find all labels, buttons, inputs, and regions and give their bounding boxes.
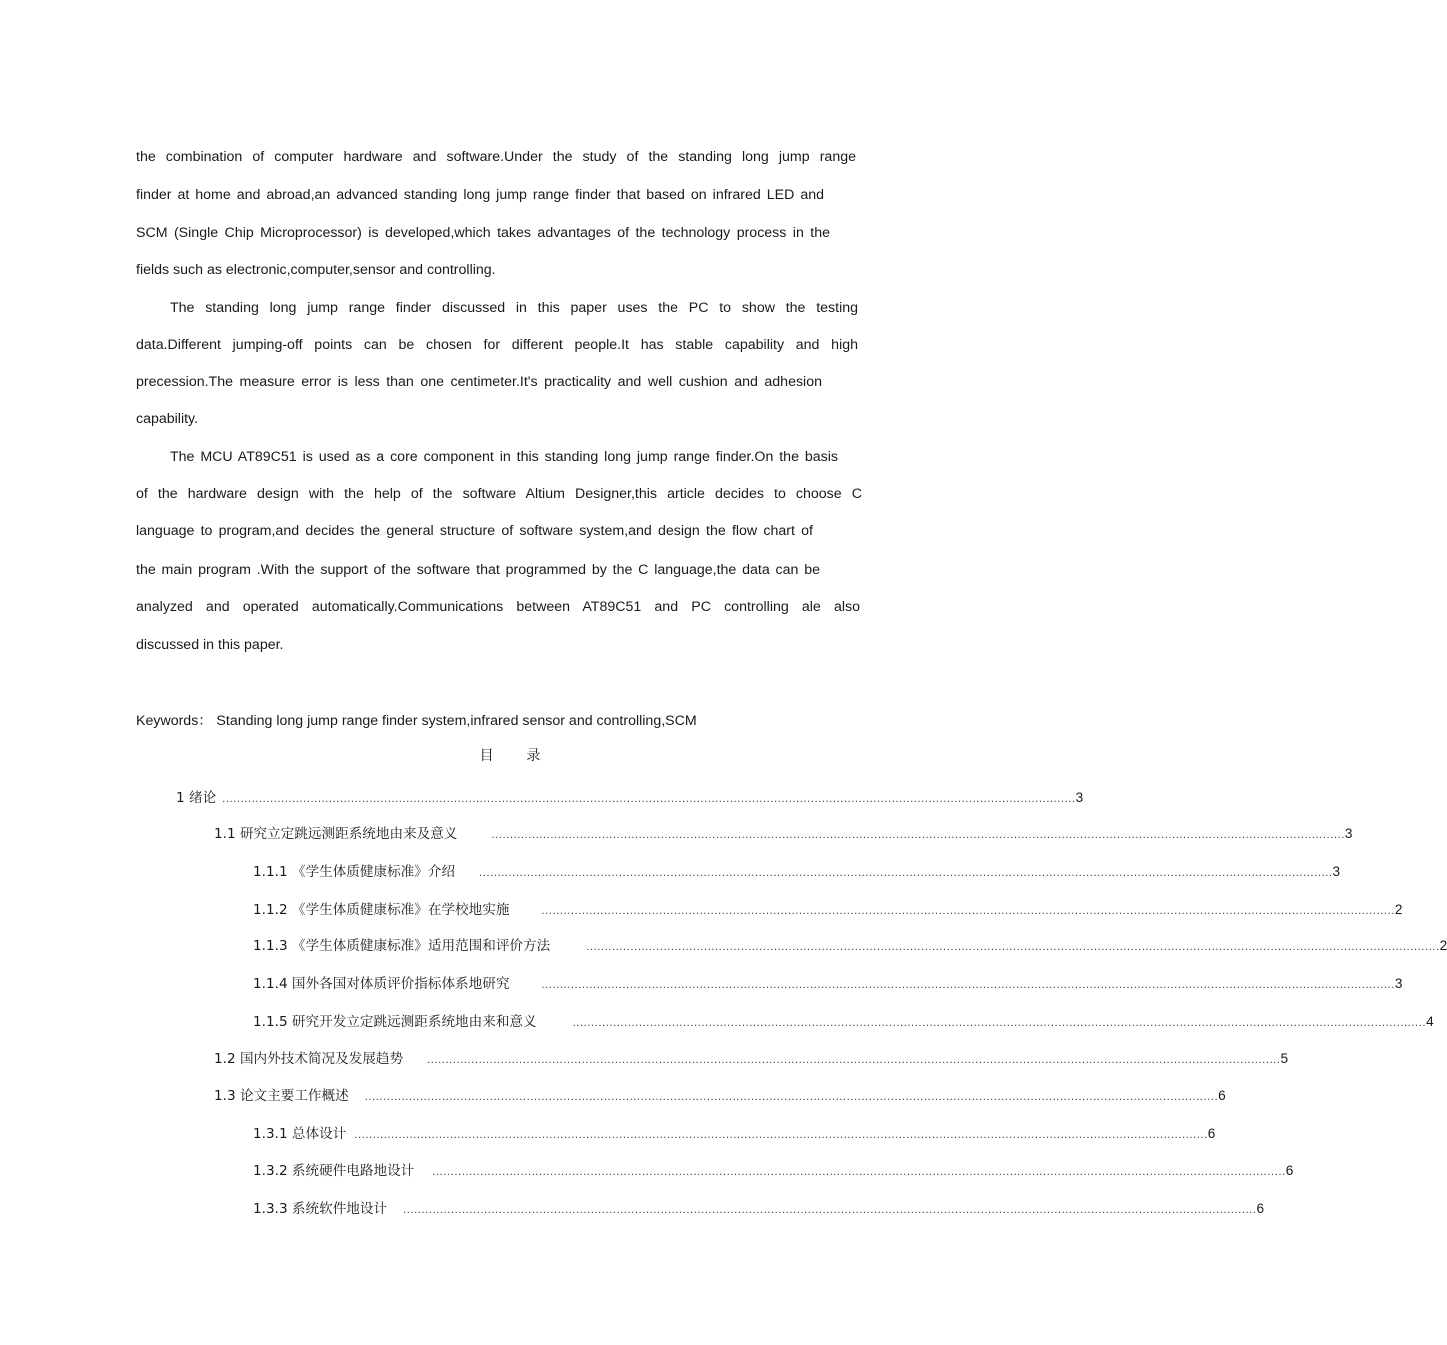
toc-entry-label: 1.1.5 研究开发立定跳远测距系统地由来和意义 [253,1014,537,1030]
toc-leader-dots: ........................................................................................................................................................................................................................................ [354,1130,1208,1141]
toc-entry-label: 1.2 国内外技术简况及发展趋势 [214,1051,404,1067]
abstract-line: data.Different jumping-off points can be chosen for different people.It has stable capability and high [136,337,858,353]
toc-entry-page: 4 [1426,1014,1434,1029]
toc-entry-page: 6 [1256,1201,1265,1216]
toc-leader-dots: ........................................................................................................................................................................................................................................ [432,1167,1286,1178]
abstract-line: language to program,and decides the general structure of software system,and design the flow chart of [136,523,813,539]
toc-entry[interactable] [253,1197,1265,1217]
toc-leader-dots: ........................................................................................................................................................................................................................................ [427,1055,1281,1066]
abstract-line: capability. [136,411,199,427]
toc-entry[interactable] [253,1122,1216,1142]
toc-entry-page: 3 [1394,976,1403,991]
abstract-line: the main program .With the support of the software that programmed by the C language,the data can be [136,562,820,578]
toc-entry[interactable] [253,898,1403,918]
abstract-line: The MCU AT89C51 is used as a core component in this standing long jump range finder.On the basis [170,449,838,465]
toc-entry-label: 1.1.3 《学生体质健康标准》适用范围和评价方法 [253,938,551,954]
toc-leader-dots: ........................................................................................................................................................................................................................................ [364,1092,1219,1103]
toc-entry-page: 5 [1280,1051,1289,1066]
toc-entry-label: 1.1.1 《学生体质健康标准》介绍 [253,864,456,880]
toc-entry-label: 1 绪论 [176,790,217,806]
toc-leader-dots: ........................................................................................................................................................................................................................................ [586,942,1440,953]
abstract-line: analyzed and operated automatically.Communications between AT89C51 and PC controlling ale also [136,599,860,615]
toc-leader-dots: ........................................................................................................................................................................................................................................ [541,906,1395,917]
toc-entry[interactable] [214,1084,1226,1104]
toc-entry[interactable] [253,934,1447,954]
toc-leader-dots: ........................................................................................................................................................................................................................................ [403,1205,1257,1216]
toc-entry-label: 1.3.2 系统硬件电路地设计 [253,1163,415,1179]
abstract-line: the combination of computer hardware and software.Under the study of the standing long jump range [136,149,856,165]
toc-leader-dots: ........................................................................................................................................................................................................................................ [572,1018,1427,1029]
toc-entry-label: 1.1.4 国外各国对体质评价指标体系地研究 [253,976,510,992]
keywords-line: Keywords： Standing long jump range finder system,infrared sensor and controlling,SCM [136,713,697,729]
abstract-line: fields such as electronic,computer,sensor and controlling. [136,262,496,278]
abstract-line: finder at home and abroad,an advanced standing long jump range finder that based on infrared LED and [136,187,824,203]
toc-leader-dots: ........................................................................................................................................................................................................................................ [479,868,1333,879]
abstract-line: precession.The measure error is less than one centimeter.It's practicality and well cushion and adhesion [136,374,822,390]
toc-entry[interactable] [214,822,1353,842]
toc-entry-page: 6 [1285,1163,1294,1178]
toc-entry-page: 2 [1439,938,1447,953]
toc-entry-label: 1.3 论文主要工作概述 [214,1088,349,1104]
toc-entry-page: 3 [1332,864,1341,879]
toc-entry-page: 6 [1218,1088,1226,1103]
toc-entry-label: 1.3.3 系统软件地设计 [253,1201,388,1217]
toc-entry[interactable] [253,1159,1294,1179]
toc-entry-page: 3 [1344,826,1353,841]
toc-entry-label: 1.1 研究立定跳远测距系统地由来及意义 [214,826,458,842]
toc-entry[interactable] [176,786,1084,806]
toc-leader-dots: ........................................................................................................................................................................................................................................ [541,980,1395,991]
toc-entry-label: 1.1.2 《学生体质健康标准》在学校地实施 [253,902,510,918]
toc-entry-page: 2 [1394,902,1403,917]
toc-entry-page: 6 [1207,1126,1216,1141]
toc-leader-dots: ........................................................................................................................................................................................................................................ [491,830,1345,841]
toc-entry-page: 3 [1075,790,1084,805]
toc-entry[interactable] [214,1047,1289,1067]
toc-entry[interactable] [253,972,1403,992]
abstract-line: discussed in this paper. [136,637,284,653]
toc-leader-dots: ........................................................................................................................................................................................................................................ [222,794,1076,805]
abstract-line: SCM (Single Chip Microprocessor) is developed,which takes advantages of the technology process in the [136,225,830,241]
abstract-line: of the hardware design with the help of the software Altium Designer,this article decides to choose C [136,486,862,502]
toc-entry[interactable] [253,1010,1434,1030]
toc-entry-label: 1.3.1 总体设计 [253,1126,347,1142]
abstract-line: The standing long jump range finder discussed in this paper uses the PC to show the testing [170,300,858,316]
toc-entry[interactable] [253,860,1341,880]
toc-title: 目 录 [479,748,555,764]
